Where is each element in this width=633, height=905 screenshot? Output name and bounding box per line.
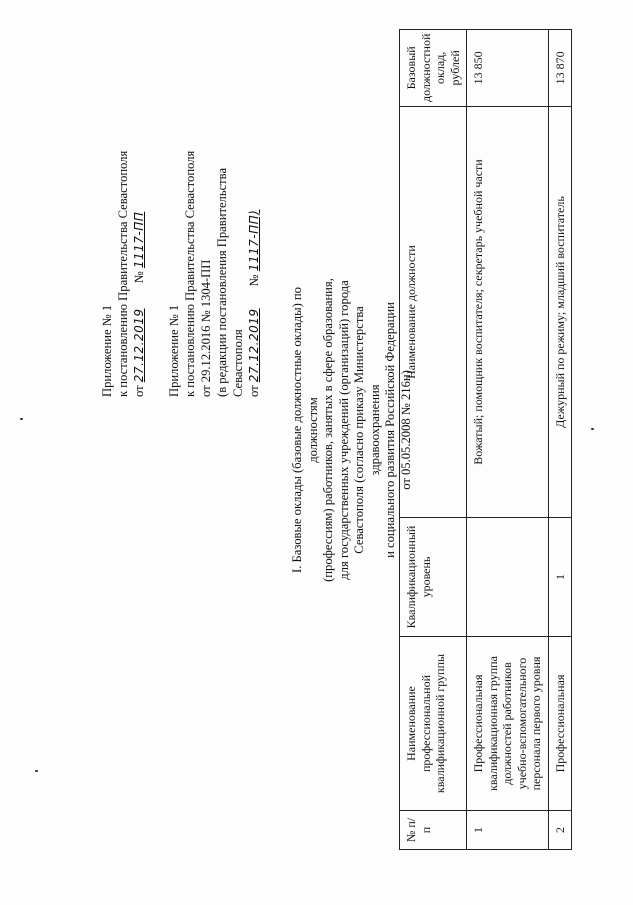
cell-level: 1 [548, 518, 572, 637]
annex2-edition: (в редакции постановления Правительства [215, 167, 229, 397]
cell-num: 1 [467, 811, 549, 850]
section-title: I. Базовые оклады (базовые должностные оклады) по должностям (профессиям) работников, занятых в сфере образования, для государственных учреждений (организаций) города Севастополя (согласно приказу Министерства здравоохранения и социального развития Российской Федерации от 05.05.2008 № 216н) [290, 278, 413, 582]
cell-salary: 13 850 [467, 29, 549, 106]
cell-level [467, 518, 549, 637]
scan-speck [591, 428, 594, 430]
annex2-date: 27.12.2019 [247, 308, 261, 383]
annex-header [99, 67, 147, 397]
annex2-title: Приложение № 1 [167, 304, 181, 397]
annex2-ref: к постановлению Правительства Севастополя [183, 150, 197, 397]
header-position: Наименование должности [400, 107, 467, 518]
annex-ref: к постановлению Правительства Севастополя [116, 150, 130, 397]
cell-position: Дежурный по режиму; младший воспитатель [548, 107, 572, 518]
cell-group: Профессиональная [548, 637, 572, 811]
annex2-header [166, 57, 262, 397]
table-row [548, 29, 572, 849]
cell-position: Вожатый; помощник воспитателя; секретарь учебной части [467, 107, 549, 518]
cell-group: Профессиональная квалификационная группа должностей работников учебно-вспомогательного персонала первого уровня [467, 637, 549, 811]
header-num: № п/п [400, 811, 467, 850]
table-row [467, 29, 549, 849]
annex-title: Приложение № 1 [100, 304, 114, 397]
annex-date-line: от 27.12.2019 № 1117-ПП [132, 211, 146, 397]
annex-number: 1117-ПП [132, 211, 146, 269]
scan-speck [20, 418, 23, 420]
header-salary: Базовый должностной оклад, рублей [400, 29, 467, 106]
annex2-number: 1117-ПП) [247, 209, 261, 272]
header-group: Наименование профессиональной квалификационной группы [400, 637, 467, 811]
cell-num: 2 [548, 811, 572, 850]
annex2-city: Севастополя [231, 329, 245, 397]
scan-speck [35, 770, 38, 772]
annex2-date-line: от 27.12.2019 № 1117-ПП) [247, 209, 261, 397]
cell-salary: 13 870 [548, 29, 572, 106]
annex2-original: от 29.12.2016 № 1304-ПП [199, 259, 213, 397]
header-level: Квалификационный уровень [400, 518, 467, 637]
annex-date: 27.12.2019 [132, 308, 146, 383]
table-header-row [400, 29, 467, 849]
salary-table [399, 29, 572, 850]
